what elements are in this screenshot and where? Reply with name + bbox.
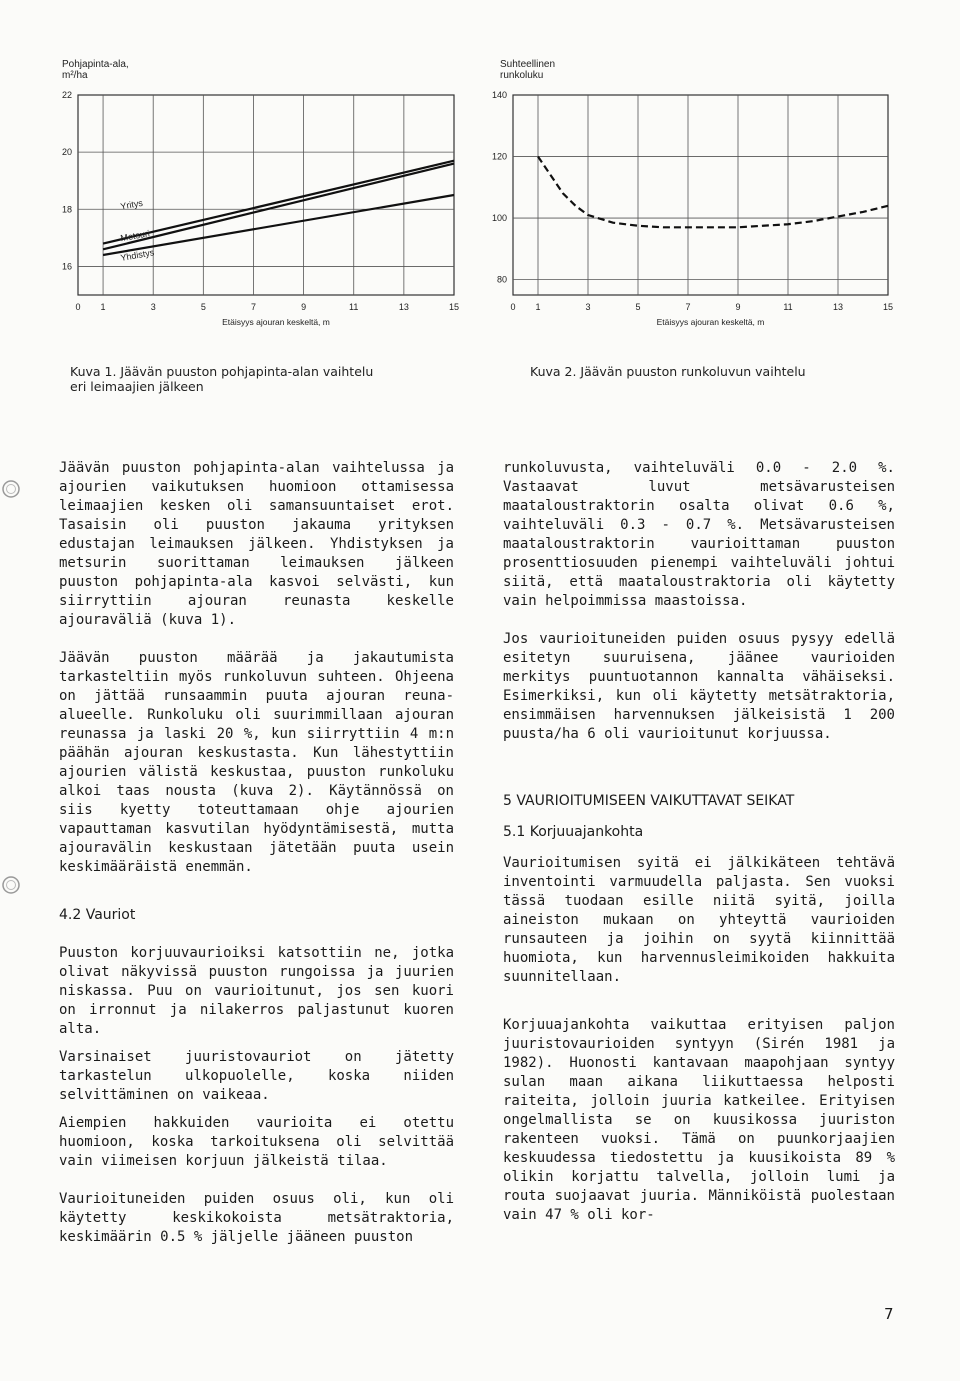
y-tick-label: 22: [61, 90, 72, 100]
x-tick-label: 13: [832, 302, 844, 312]
y-axis-label-line: m²/ha: [62, 70, 88, 81]
x-tick-label: 5: [200, 302, 206, 312]
paragraph: Varsinaiset juuristovauriot on jätetty tarkastelun ulkopuolelle, koska niiden selvittäminen on vaikeaa.: [59, 1049, 454, 1103]
y-tick-label: 120: [491, 151, 507, 162]
paragraph: Puuston korjuuvaurioiksi katsottiin ne, jotka olivat näkyvissä puuston rungoissa ja juurien niskassa. Puu on vaurioitunut, jos sen kuori on irronnut ja nilakerros paljastunut kuoren alta.: [59, 945, 454, 1037]
x-tick-label: 9: [301, 302, 307, 312]
figure-2-caption: Kuva 2. Jäävän puuston runkoluvun vaihtelu: [530, 364, 806, 379]
x-axis-label: Etäisyys ajouran keskeltä, m: [656, 317, 765, 327]
y-axis-label: [62, 59, 129, 81]
x-tick-label: 0: [510, 302, 516, 312]
series-line: [103, 161, 454, 244]
y-axis-label-line: Suhteellinen: [500, 59, 556, 70]
figure-2: [488, 55, 908, 340]
x-tick-label: 15: [882, 302, 894, 312]
y-tick-label: 80: [496, 274, 507, 285]
plot-frame: [78, 95, 454, 295]
paragraph: Jäävän puuston määrää ja jakautumista tarkasteltiin myös runkoluvun suhteen. Ohjeena on jättää runsaammin puuta ajouran reuna-alueelle. Runkoluku oli suurimmillaan ajouran reunassa ja laski 20 %, kun siirryttiin 4 m:n päähän ajouran keskustasta. Kun lähestyttiin ajourien välistä keskustaa, puuston runkoluku alkoi taas nousta (kuva 2). Käytännössä on siis kyetty toteuttamaan ohje ajourien vapauttaman kasvutilan hyödyntämisestä, mutta ajouravälin keskustaan jätetään puuta usein keskimääräistä enemmän.: [59, 650, 454, 875]
punch-hole-icon: [0, 478, 22, 500]
x-tick-label: 15: [448, 302, 460, 312]
x-tick-label: 3: [150, 302, 156, 312]
figure-1-caption: Kuva 1. Jäävän puuston pohjapinta-alan vaihtelu eri leimaajien jälkeen: [70, 364, 374, 394]
paragraph: Korjuuajankohta vaikuttaa erityisen paljon juuristovaurioiden syntyyn (Sirén 1981 ja 1982). Huonosti kantavaan maapohjaan syntyy sulan maan aikana liikuttaessa helposti raiteita, jolloin juuria katkeilee. Erityisen ongelmallista se on kuusikossa juuriston rakenteen vuoksi. Tämä on puunkorjaajien keskuudessa tiedostettu ja kuusikoista 89 % olikin korjattu talvella, jolloin lumi ja routa suojaavat juuria. Männiköistä puolestaan vain 47 % oli kor-: [503, 1017, 895, 1223]
paragraph: runkoluvusta, vaihteluväli 0.0 - 2.0 %. Vastaavat luvut metsävarusteisen maataloustraktorin osalta olivat 0.6 %, vaihteluväli 0.3 - 0.7 %. Metsävarusteisen maataloustraktorin vaurioittaman puuston prosenttiosuuden pienempi vaihteluväli johtui siitä, että maataloustraktoria oli käytetty vain helpoimmissa maastoissa.: [503, 460, 895, 609]
chart-basal-area: [50, 55, 470, 340]
series-label: Yhdistys: [119, 247, 155, 263]
x-tick-label: 1: [535, 302, 541, 312]
y-tick-label: 20: [61, 147, 72, 158]
x-tick-label: 3: [585, 302, 591, 312]
right-column: [503, 459, 895, 1225]
series-label: Yritys: [119, 197, 144, 212]
page-number: 7: [884, 1305, 894, 1323]
x-tick-label: 5: [635, 302, 641, 312]
y-axis-label: [500, 59, 555, 81]
paragraph: Vaurioituneiden puiden osuus oli, kun oli käytetty keskikokoista metsätraktoria, keskimäärin 0.5 % jäljelle jääneen puuston: [59, 1191, 454, 1245]
y-tick-label: 140: [491, 90, 507, 100]
series-line: [103, 195, 454, 255]
section-heading-4-2: 4.2 Vauriot: [59, 907, 136, 923]
paragraph: Jos vaurioituneiden puiden osuus pysyy edellä esitetyn suuruisena, jäänee vaurioiden merkitys puuntuotannon kannalta vähäiseksi. Esimerkiksi, kun oli käytetty metsätraktoria, ensimmäisen harvennuksen jälkeisistä 1 200 puusta/ha 6 oli vaurioitunut korjuussa.: [503, 631, 895, 742]
paragraph: Aiempien hakkuiden vaurioita ei otettu huomioon, koska tarkoituksena oli selvittää vain viimeisen korjuun jälkeistä tilaa.: [59, 1115, 454, 1169]
x-tick-label: 1: [100, 302, 106, 312]
y-axis-label-line: Pohjapinta-ala,: [62, 59, 129, 70]
y-tick-label: 16: [61, 261, 72, 272]
paragraph: Vaurioitumisen syitä ei jälkikäteen tehtävä inventointi varmuudella paljasta. Sen vuoksi tässä tuodaan esille niitä syitä, joilla aineiston mukaan on yhteyttä vaurioiden runsauteen ja joihin on syytä kiinnittää huomiota, kun harvennusleimikoiden hakkuita suunnitellaan.: [503, 855, 895, 985]
series-line: [103, 164, 454, 250]
x-tick-label: 7: [250, 302, 256, 312]
paragraph: Jäävän puuston pohjapinta-alan vaihtelussa ja ajourien vaikutuksen huomioon ottamisessa leimaajien kesken oli samansuuntaiset erot. Tasaisin oli puuston jakauma yrityksen edustajan leimauksen jälkeen. Yhdistyksen ja metsurin suorittaman leimauksen jälkeen puuston pohjapinta-ala kasvoi selvästi, kun siirryttiin ajouran reunasta keskelle ajouraväliä (kuva 1).: [59, 460, 454, 628]
y-tick-label: 18: [61, 204, 72, 215]
section-heading-5: 5 VAURIOITUMISEEN VAIKUTTAVAT SEIKAT: [503, 793, 795, 809]
y-axis-label-line: runkoluku: [500, 70, 544, 81]
series-line: [538, 157, 888, 228]
plot-frame: [513, 95, 888, 295]
series-label: Metsuri: [119, 228, 151, 244]
x-tick-label: 9: [735, 302, 741, 312]
punch-hole-icon: [0, 874, 22, 896]
section-heading-5-1: 5.1 Korjuuajankohta: [503, 824, 644, 840]
x-tick-label: 13: [398, 302, 409, 312]
x-tick-label: 11: [783, 302, 793, 312]
x-tick-label: 11: [349, 302, 359, 312]
chart-stem-number: [488, 55, 908, 340]
x-axis-label: Etäisyys ajouran keskeltä, m: [222, 317, 330, 327]
figure-1: [50, 55, 470, 340]
left-column: [59, 459, 454, 1247]
x-tick-label: 7: [685, 302, 691, 312]
y-tick-label: 100: [491, 213, 507, 224]
x-tick-label: 0: [75, 302, 81, 312]
